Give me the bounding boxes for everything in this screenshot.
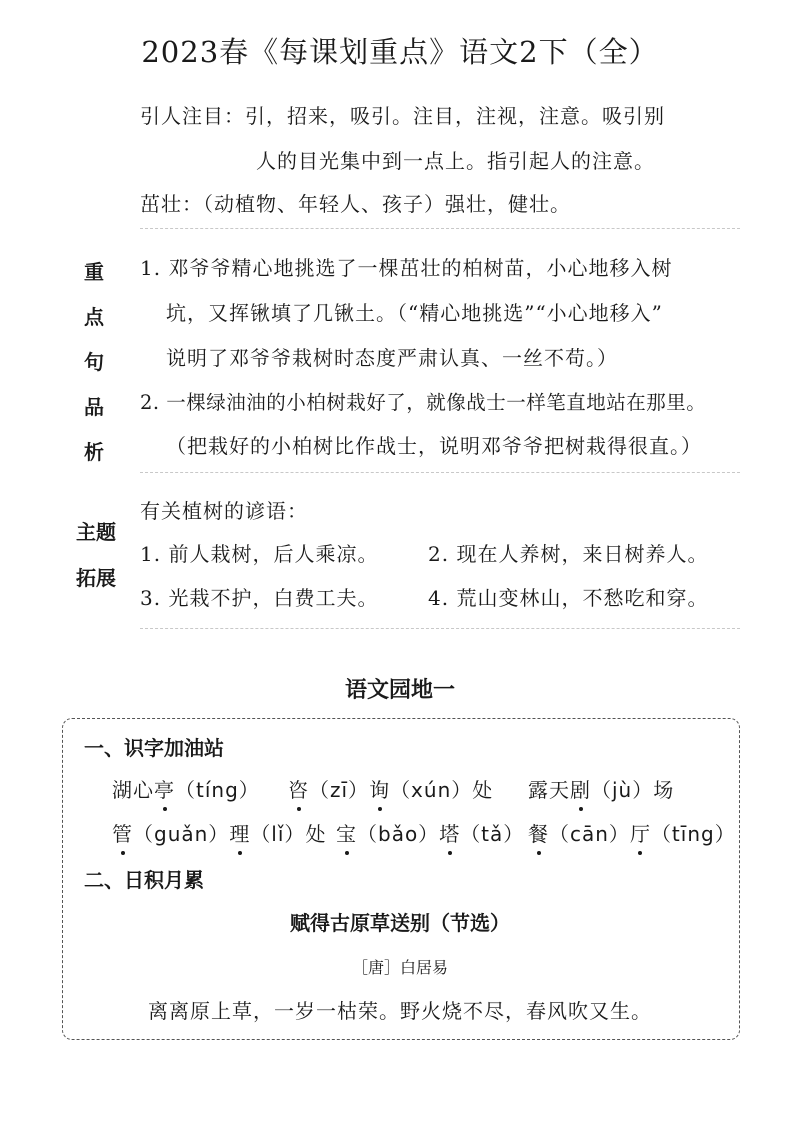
proverb-item: 1. 前人栽树，后人乘凉。 — [140, 542, 379, 566]
dotted-char: 询 — [369, 774, 390, 803]
char-row — [112, 774, 260, 803]
proverb-item: 3. 光栽不护，白费工夫。 — [140, 586, 379, 610]
pinyin: （lǐ） — [250, 822, 306, 846]
char-text: 露天 — [528, 778, 570, 802]
dotted-char: 亭 — [154, 774, 175, 803]
char-row — [528, 774, 674, 803]
section-heading: 二、日积月累 — [84, 868, 204, 892]
char-text: 场 — [653, 778, 675, 802]
dotted-char: 餐 — [528, 818, 549, 847]
pinyin: （cān） — [549, 822, 630, 846]
vocab-line-2: 人的目光集中到一点上。指引起人的注意。 — [256, 149, 655, 173]
char-row — [112, 818, 326, 847]
proverb-item: 4. 荒山变林山，不愁吃和穿。 — [428, 586, 709, 610]
side-label-char: 重 — [84, 260, 104, 284]
dotted-char: 宝 — [336, 818, 357, 847]
side-label-char: 品 — [84, 395, 104, 419]
char-text: 处 — [305, 822, 327, 846]
divider — [140, 628, 740, 629]
dotted-char: 管 — [112, 818, 133, 847]
pinyin: （xún） — [390, 778, 473, 802]
poem-title: 赋得古原草送别（节选） — [290, 911, 510, 935]
pinyin: （tíng） — [175, 778, 260, 802]
dotted-char: 剧 — [570, 774, 591, 803]
pinyin: （guǎn） — [133, 822, 230, 846]
key-sentence-line: 说明了邓爷爷栽树时态度严肃认真、一丝不苟。） — [166, 346, 618, 370]
divider — [140, 472, 740, 473]
divider — [140, 228, 740, 229]
char-row — [336, 818, 524, 847]
pinyin: （zī） — [309, 778, 370, 802]
char-row — [288, 774, 493, 803]
key-sentence-line: （把栽好的小柏树比作战士，说明邓爷爷把树栽得很直。） — [166, 434, 702, 458]
pinyin: （tīng） — [650, 822, 736, 846]
key-sentence-line: 坑，又挥锹填了几锹土。（“精心地挑选”“小心地移入” — [166, 301, 663, 325]
dotted-char: 厅 — [630, 818, 651, 847]
dotted-char: 塔 — [439, 818, 460, 847]
vocab-line-3: 茁壮：（动植物、年轻人、孩子）强壮，健壮。 — [140, 192, 571, 216]
proverb-item: 2. 现在人养树，来日树养人。 — [428, 542, 709, 566]
dotted-char: 咨 — [288, 774, 309, 803]
key-sentence-line: 2. 一棵绿油油的小柏树栽好了，就像战士一样笔直地站在那里。 — [140, 391, 707, 414]
poem-author: ［唐］白居易 — [351, 958, 448, 977]
side-label-char: 句 — [84, 350, 104, 374]
char-row — [528, 818, 736, 847]
section-title: 语文园地一 — [344, 678, 455, 703]
poem-line: 离离原上草，一岁一枯荣。野火烧不尽，春风吹又生。 — [148, 999, 652, 1023]
side-label-word: 主题 — [76, 520, 116, 544]
char-text: 湖心 — [112, 778, 154, 802]
dotted-char: 理 — [229, 818, 250, 847]
page-title: 2023春《每课划重点》语文2下（全） — [141, 35, 659, 69]
char-text: 处 — [472, 778, 494, 802]
proverb-heading: 有关植树的谚语： — [140, 499, 308, 523]
vocab-line-1: 引人注目：引，招来，吸引。注目，注视，注意。吸引别 — [140, 104, 665, 128]
side-label-word: 拓展 — [76, 566, 116, 590]
pinyin: （bǎo） — [357, 822, 440, 846]
pinyin: （jù） — [591, 778, 654, 802]
side-label-char: 析 — [84, 440, 104, 464]
key-sentence-line: 1. 邓爷爷精心地挑选了一棵茁壮的柏树苗，小心地移入树 — [140, 256, 673, 280]
side-label-char: 点 — [84, 305, 104, 329]
pinyin: （tǎ） — [460, 822, 525, 846]
section-heading: 一、识字加油站 — [84, 736, 224, 760]
